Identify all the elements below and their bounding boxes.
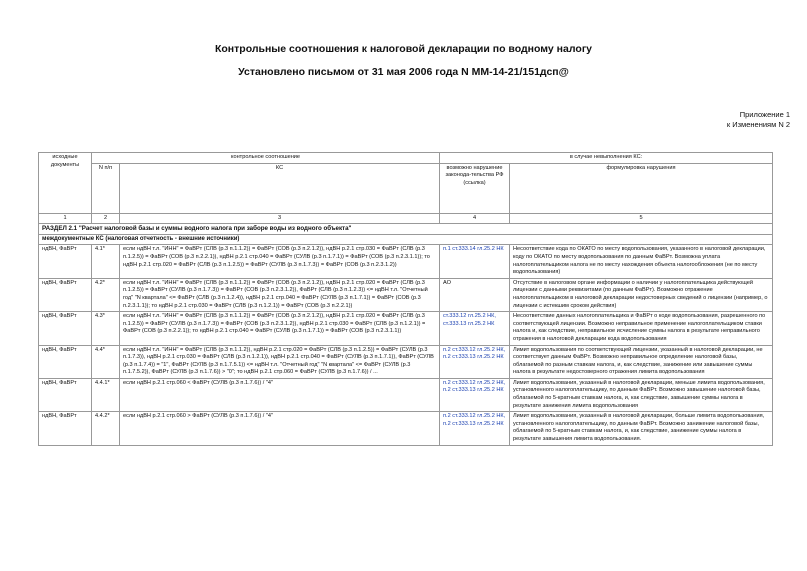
row-wording: Лимит водопользования, указанный в налоговой декларации, меньше лимита водопользования, установленного налогоплательщику, по данным ФаВРт. Возможно завышение налоговой базы, облагаемой по 5-кратным ставкам налога, и, как следствие, завышение суммы налога в результате занижения лимита водопользования xyxy=(510,378,773,411)
column-numbers-row xyxy=(39,213,773,224)
subsection-title: междокументные КС (налоговая отчетность - внешние источники) xyxy=(39,234,773,245)
header-ratio: контрольное соотношение xyxy=(92,153,440,164)
row-docs: ндВН, ФаВРт xyxy=(39,378,92,411)
row-ks: если ндВН т.л. "ИНН" = ФаВРт (СЛВ (р.3 п.1.1.2)), ндВН р.2.1 стр.020 = ФаВРт (СЛВ (р.3 п.1.2.5)) = ФаВРт (СУЛВ (р.3 п.1.7.3)), ндВН р.2.1 стр.030 = ФаВРт (СЛВ (р.3 п.1.2.1)), ндВН р.2.1 стр.040 = ФаВРт (СУЛВ (р.3 п.1.7.1)), ФаВРт (СУЛВ (р.3 п.1.7.4)) = "1", ФаВРт (СУЛВ (р.3 п.1.7.5.1)) <= ндВН т.л. "Отчетный год" "N квартала" <= ФаВРт (СУЛВ (р.3 п.1.7.5.2)), ФаВРт (СУЛВ (р.3 п.1.7.6)) > "0"; то ндВН р.2.1 стр.060 = ФаВРт (СУЛВ (р.3 п.1.7.6)) / ... xyxy=(120,345,440,378)
table-row xyxy=(39,312,773,345)
row-docs: ндВН, ФаВРт xyxy=(39,412,92,445)
row-ks: если ндВН т.л. "ИНН" = ФаВРт (СЛВ (р.3 п.1.1.2)) = ФаВРт (СОВ (р.3 п.2.1.2)), ндВН р.2.1 стр.020 = ФаВРт (СЛВ (р.3 п.1.2.5)) = ФаВРт (СУЛВ (р.3 п.1.7.3)) = ФаВРт (СОВ (р.3 п.2.3.1.2)), ФаВРт (СЛВ (р.3 п.1.2.3)) <= ндВН т.л. "Отчетный год" "N квартала" <= ФаВРт (СЛВ (р.3 п.1.2.4)), ндВН р.2.1 стр.040 = ФаВРт (СУЛВ (р.3 п.1.7.1)) = ФаВРт (СОВ (р.3 п.2.3.1.1)); то ндВН р.2.1 стр.030 = ФаВРт (СЛВ (р.3 п.1.2.1)) = ФаВРт (СОВ (р.3 п.2.2.1)) xyxy=(120,278,440,311)
colnum: 4 xyxy=(440,213,510,224)
appendix-line-2: к Изменениям N 2 xyxy=(726,120,790,129)
table-row xyxy=(39,378,773,411)
row-wording: Несоответствие кода по ОКАТО по месту водопользования, указанного в налоговой декларации, коду по ОКАТО по месту водопользования по данным ФаВРт. Возможна уплата налогоплательщиком налога не по месту нахождения объекта налогообложения (не по месту водопользования) xyxy=(510,245,773,278)
row-law-link[interactable]: п.2 ст.333.12 гл.25.2 НК, п.2 ст.333.13 гл.25.2 НК xyxy=(440,378,510,411)
appendix-line-1: Приложение 1 xyxy=(739,110,790,119)
header-ks: КС xyxy=(120,163,440,213)
colnum: 1 xyxy=(39,213,92,224)
row-docs: ндВН, ФаВРт xyxy=(39,245,92,278)
table-row xyxy=(39,412,773,445)
row-number: 4.3* xyxy=(92,312,120,345)
row-wording: Отсутствие в налоговом органе информации о наличии у налогоплательщика действующей лицензии с данными реквизитами (по данным ФаВРт). Возможно отражение налогоплательщиком в налоговой декларации недостоверных сведений о лицензии (например, о лицензии с истекшим сроком действия) xyxy=(510,278,773,311)
row-ks: если ндВН т.л. "ИНН" = ФаВРт (СЛВ (р.3 п.1.1.2)) = ФаВРт (СОВ (р.3 п.2.1.2)), ндВН р.2.1 стр.030 = ФаВРт (СЛВ (р.3 п.1.2.5)) = ФаВРт (СОВ (р.3 п.2.2.1)), ндВН р.2.1 стр.040 = ФаВРт (СУЛВ (р.3 п.1.7.1)) = ФаВРт (СОВ (р.3 п.2.3.1.1)); то ндВН р.2.1 стр.020 = ФаВРт (СЛВ (р.3 п.1.2.5)) = ФаВРт (СУЛВ (р.3 п.1.7.3)) = ФаВРт (СОВ (р.3 п.2.3.1.2)) xyxy=(120,245,440,278)
row-ks: если ндВН р.2.1 стр.060 > ФаВРт (СУЛВ (р.3 п.1.7.6)) / "4" xyxy=(120,412,440,445)
row-docs: ндВН, ФаВРт xyxy=(39,278,92,311)
page-title: Контрольные соотношения к налоговой декларации по водному налогу xyxy=(214,43,593,55)
table-row xyxy=(39,345,773,378)
section-title: РАЗДЕЛ 2.1 "Расчет налоговой базы и суммы водного налога при заборе воды из водного объекта" xyxy=(39,224,773,235)
header-npp: N п/п xyxy=(92,163,120,213)
row-number: 4.4* xyxy=(92,345,120,378)
colnum: 2 xyxy=(92,213,120,224)
control-ratios-table xyxy=(38,152,773,446)
table-header-row-2 xyxy=(39,163,773,213)
row-number: 4.2* xyxy=(92,278,120,311)
row-wording: Лимит водопользования по соответствующей лицензии, указанный в налоговой декларации, не соответствует данным ФаВРт. Возможно неправильное определение налоговой базы, облагаемой по разным ставкам налога, и, как следствие, занижение или завышение суммы налога в результате недостоверного отражения лимита водопользования xyxy=(510,345,773,378)
header-law: возможно нарушение законода-тельства РФ (ссылка) xyxy=(440,163,510,213)
page-subtitle: Установлено письмом от 31 мая 2006 года N ММ-14-21/151дсп@ xyxy=(238,66,569,78)
appendix-note xyxy=(727,110,790,130)
colnum: 3 xyxy=(120,213,440,224)
header-wording: формулировка нарушения xyxy=(510,163,773,213)
subsection-row xyxy=(39,234,773,245)
table-row xyxy=(39,278,773,311)
row-docs: ндВН, ФаВРт xyxy=(39,345,92,378)
row-law: АО xyxy=(440,278,510,311)
row-law-link[interactable]: п.1 ст.333.14 гл.25.2 НК xyxy=(440,245,510,278)
row-ks: если ндВН р.2.1 стр.060 < ФаВРт (СУЛВ (р.3 п.1.7.6)) / "4" xyxy=(120,378,440,411)
table-header-row-1 xyxy=(39,153,773,164)
row-number: 4.4.1* xyxy=(92,378,120,411)
row-number: 4.4.2* xyxy=(92,412,120,445)
row-ks: если ндВН т.л. "ИНН" = ФаВРт (СЛВ (р.3 п.1.1.2)) = ФаВРт (СОВ (р.3 п.2.1.2)), ндВН р.2.1 стр.020 = ФаВРт (СЛВ (р.3 п.1.2.5)) = ФаВРт (СУЛВ (р.3 п.1.7.3)) = ФаВРт (СОВ (р.3 п.2.3.1.2)), ндВН р.2.1 стр.030 = ФаВРт (СЛВ (р.3 п.1.2.1)) = ФаВРт (СОВ (р.3 п.2.2.1)); то ндВН р.2.1 стр.040 = ФаВРт (СУЛВ (р.3 п.1.7.1)) = ФаВРт (СОВ (р.3 п.2.3.1.1)) xyxy=(120,312,440,345)
row-wording: Лимит водопользования, указанный в налоговой декларации, больше лимита водопользования, установленного налогоплательщику, по данным ФаВРт. Возможно занижение налоговой базы, облагаемой по 5-кратным ставкам налога, и, как следствие, занижение суммы налога в результате завышения лимита водопользования. xyxy=(510,412,773,445)
row-law-link[interactable]: ст.333.12 гл.25.2 НК, ст.333.13 гл.25.2 НК xyxy=(440,312,510,345)
row-number: 4.1* xyxy=(92,245,120,278)
header-failure: в случае невыполнения КС: xyxy=(440,153,773,164)
row-law-link[interactable]: п.2 ст.333.12 гл.25.2 НК, п.2 ст.333.13 гл.25.2 НК xyxy=(440,412,510,445)
header-docs: исходные документы xyxy=(39,153,92,214)
row-wording: Несоответствие данных налогоплательщика и ФаВРт о коде водопользования, разрешенного по соответствующей лицензии. Возможно неправильное применение налогоплательщиком ставки налога и, как следствие, неправильное исчисление суммы налога в результате неправильного отражения в налоговой декларации кода водопользования xyxy=(510,312,773,345)
section-row xyxy=(39,224,773,235)
row-law-link[interactable]: п.2 ст.333.12 гл.25.2 НК, п.2 ст.333.13 гл.25.2 НК xyxy=(440,345,510,378)
colnum: 5 xyxy=(510,213,773,224)
table-row xyxy=(39,245,773,278)
row-docs: ндВН, ФаВРт xyxy=(39,312,92,345)
